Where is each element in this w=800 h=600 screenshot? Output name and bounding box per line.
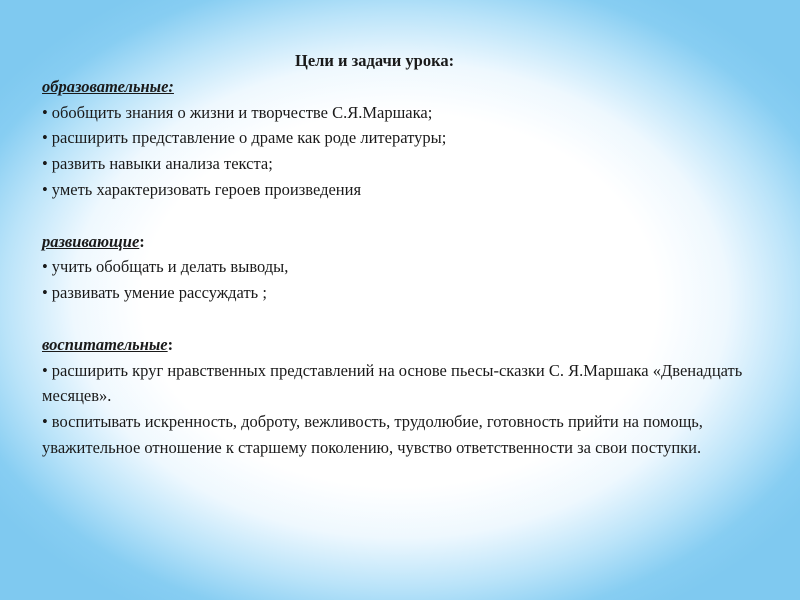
list-item [42, 177, 762, 203]
heading-colon: : [167, 334, 174, 354]
list-item-text: уметь характеризовать героев произведения [51, 179, 362, 199]
section-heading-line [42, 74, 762, 100]
section-heading: образовательные: [42, 76, 174, 96]
bullet-icon: • [42, 128, 48, 148]
list-item [42, 125, 762, 151]
heading-colon: : [139, 231, 145, 251]
list-item-text: развивать умение рассуждать ; [51, 283, 267, 303]
section-heading-line [42, 332, 762, 358]
list-item [42, 358, 762, 410]
section-upbringing [42, 332, 762, 461]
bullet-icon: • [42, 360, 48, 380]
list-item [42, 254, 762, 280]
list-item [42, 280, 762, 306]
list-item-text: развить навыки анализа текста; [51, 154, 273, 174]
list-item-text: расширить представление о драме как роде литературы; [51, 128, 447, 148]
bullet-icon: • [42, 154, 48, 174]
slide-content [42, 48, 762, 461]
section-educational [42, 74, 762, 203]
list-item-text: обобщить знания о жизни и творчестве С.Я.Маршака; [51, 102, 433, 122]
list-item-text: воспитывать искренность, доброту, вежливость, трудолюбие, готовность прийти на помощь, уважительное отношение к старшему поколению, чувство ответственности за свои поступки. [42, 412, 703, 457]
list-item [42, 409, 762, 461]
section-heading: воспитательные [42, 334, 168, 354]
section-heading: развивающие [42, 231, 140, 251]
goal-list [42, 254, 762, 306]
section-heading-line [42, 229, 762, 255]
bullet-icon: • [42, 102, 48, 122]
section-developmental [42, 229, 762, 306]
goal-list [42, 100, 762, 203]
bullet-icon: • [42, 412, 48, 432]
goal-list [42, 358, 762, 461]
bullet-icon: • [42, 283, 48, 303]
list-item-text: расширить круг нравственных представлений на основе пьесы-сказки С. Я.Маршака «Двенадцать месяцев». [42, 360, 743, 406]
bullet-icon: • [42, 179, 48, 199]
list-item [42, 100, 762, 126]
list-item [42, 151, 762, 177]
slide-title: Цели и задачи урока: [295, 51, 455, 70]
list-item-text: учить обобщать и делать выводы, [51, 257, 289, 277]
bullet-icon: • [42, 257, 48, 277]
